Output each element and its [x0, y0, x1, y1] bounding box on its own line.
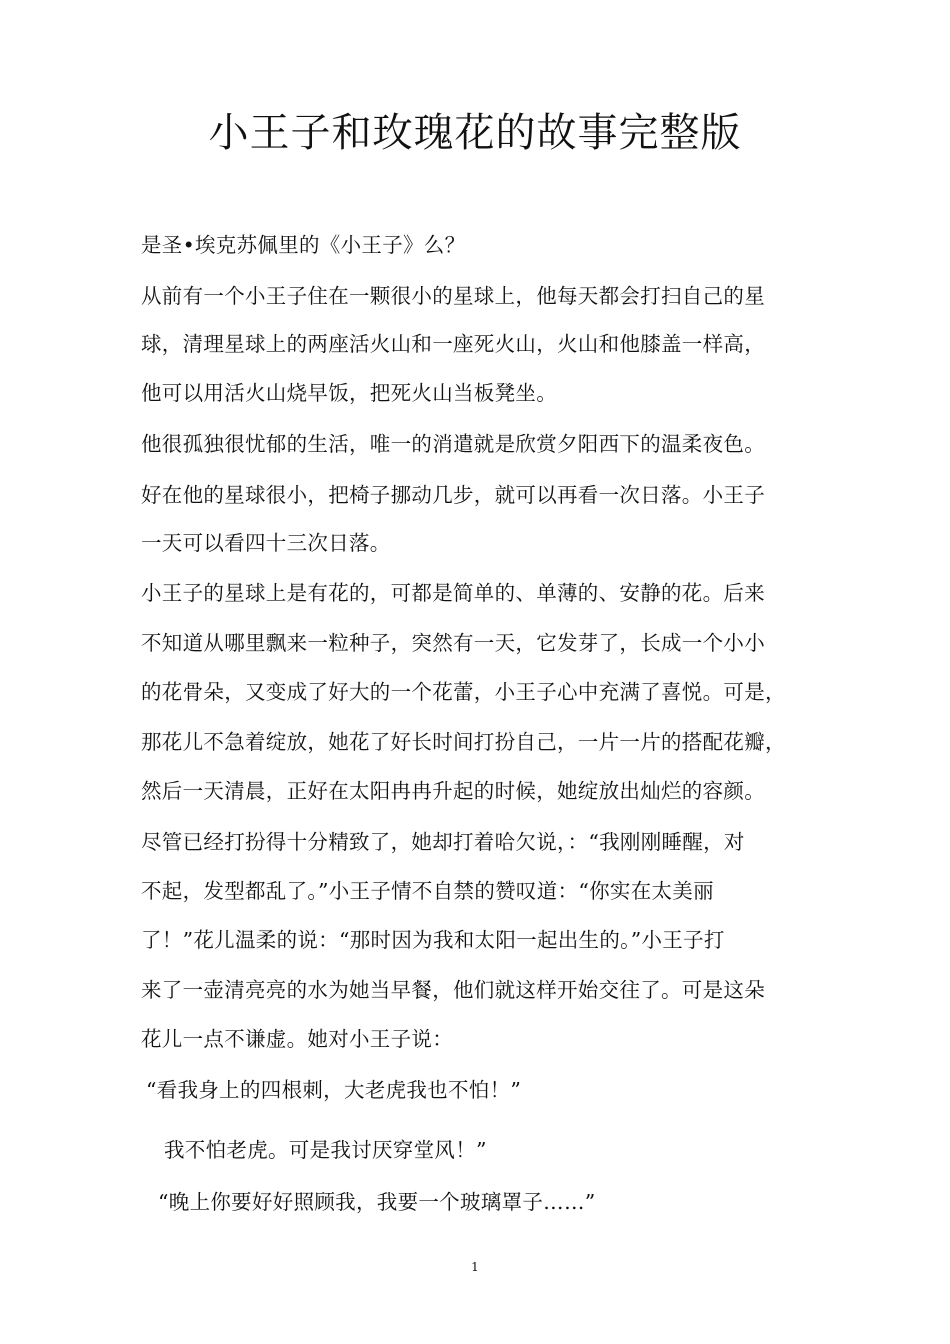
paragraph-line: 好在他的星球很小，把椅子挪动几步，就可以再看一次日落。小王子 — [141, 483, 765, 507]
paragraph-line: 花儿一点不谦虚。她对小王子说： — [141, 1027, 453, 1051]
quote-line: 我不怕老虎。可是我讨厌穿堂风！” — [164, 1138, 487, 1162]
paragraph-line: 球，清理星球上的两座活火山和一座死火山，火山和他膝盖一样高， — [141, 332, 765, 356]
paragraph-line: 了！”花儿温柔的说：“那时因为我和太阳一起出生的。”小王子打 — [141, 928, 725, 952]
paragraph-line: 是圣•埃克苏佩里的《小王子》么？ — [141, 233, 466, 257]
paragraph-line: 不知道从哪里飘来一粒种子，突然有一天，它发芽了，长成一个小小 — [141, 631, 765, 655]
quote-line: “晚上你要好好照顾我，我要一个玻璃罩子……” — [158, 1190, 596, 1214]
quote-line: “看我身上的四根刺，大老虎我也不怕！” — [146, 1078, 522, 1102]
paragraph-line: 然后一天清晨，正好在太阳冉冉升起的时候，她绽放出灿烂的容颜。 — [141, 779, 765, 803]
paragraph-line: 他很孤独很忧郁的生活，唯一的消遣就是欣赏夕阳西下的温柔夜色。 — [141, 432, 765, 456]
paragraph-line: 那花儿不急着绽放，她花了好长时间打扮自己，一片一片的搭配花瓣， — [141, 730, 786, 754]
paragraph-line: 从前有一个小王子住在一颗很小的星球上，他每天都会打扫自己的星 — [141, 284, 765, 308]
document-title: 小王子和玫瑰花的故事完整版 — [208, 110, 742, 156]
paragraph-line: 他可以用活火山烧早饭，把死火山当板凳坐。 — [141, 381, 557, 405]
paragraph-line: 一天可以看四十三次日落。 — [141, 531, 391, 555]
paragraph-line: 小王子的星球上是有花的，可都是简单的、单薄的、安静的花。后来 — [141, 581, 765, 605]
paragraph-line: 尽管已经打扮得十分精致了，她却打着哈欠说，：“我刚刚睡醒，对 — [141, 830, 745, 854]
paragraph-line: 的花骨朵，又变成了好大的一个花蕾，小王子心中充满了喜悦。可是， — [141, 680, 786, 704]
paragraph-line: 不起，发型都乱了。”小王子情不自禁的赞叹道：“你实在太美丽 — [141, 879, 714, 903]
page-number: 1 — [471, 1260, 479, 1274]
paragraph-line: 来了一壶清亮亮的水为她当早餐，他们就这样开始交往了。可是这朵 — [141, 978, 765, 1002]
